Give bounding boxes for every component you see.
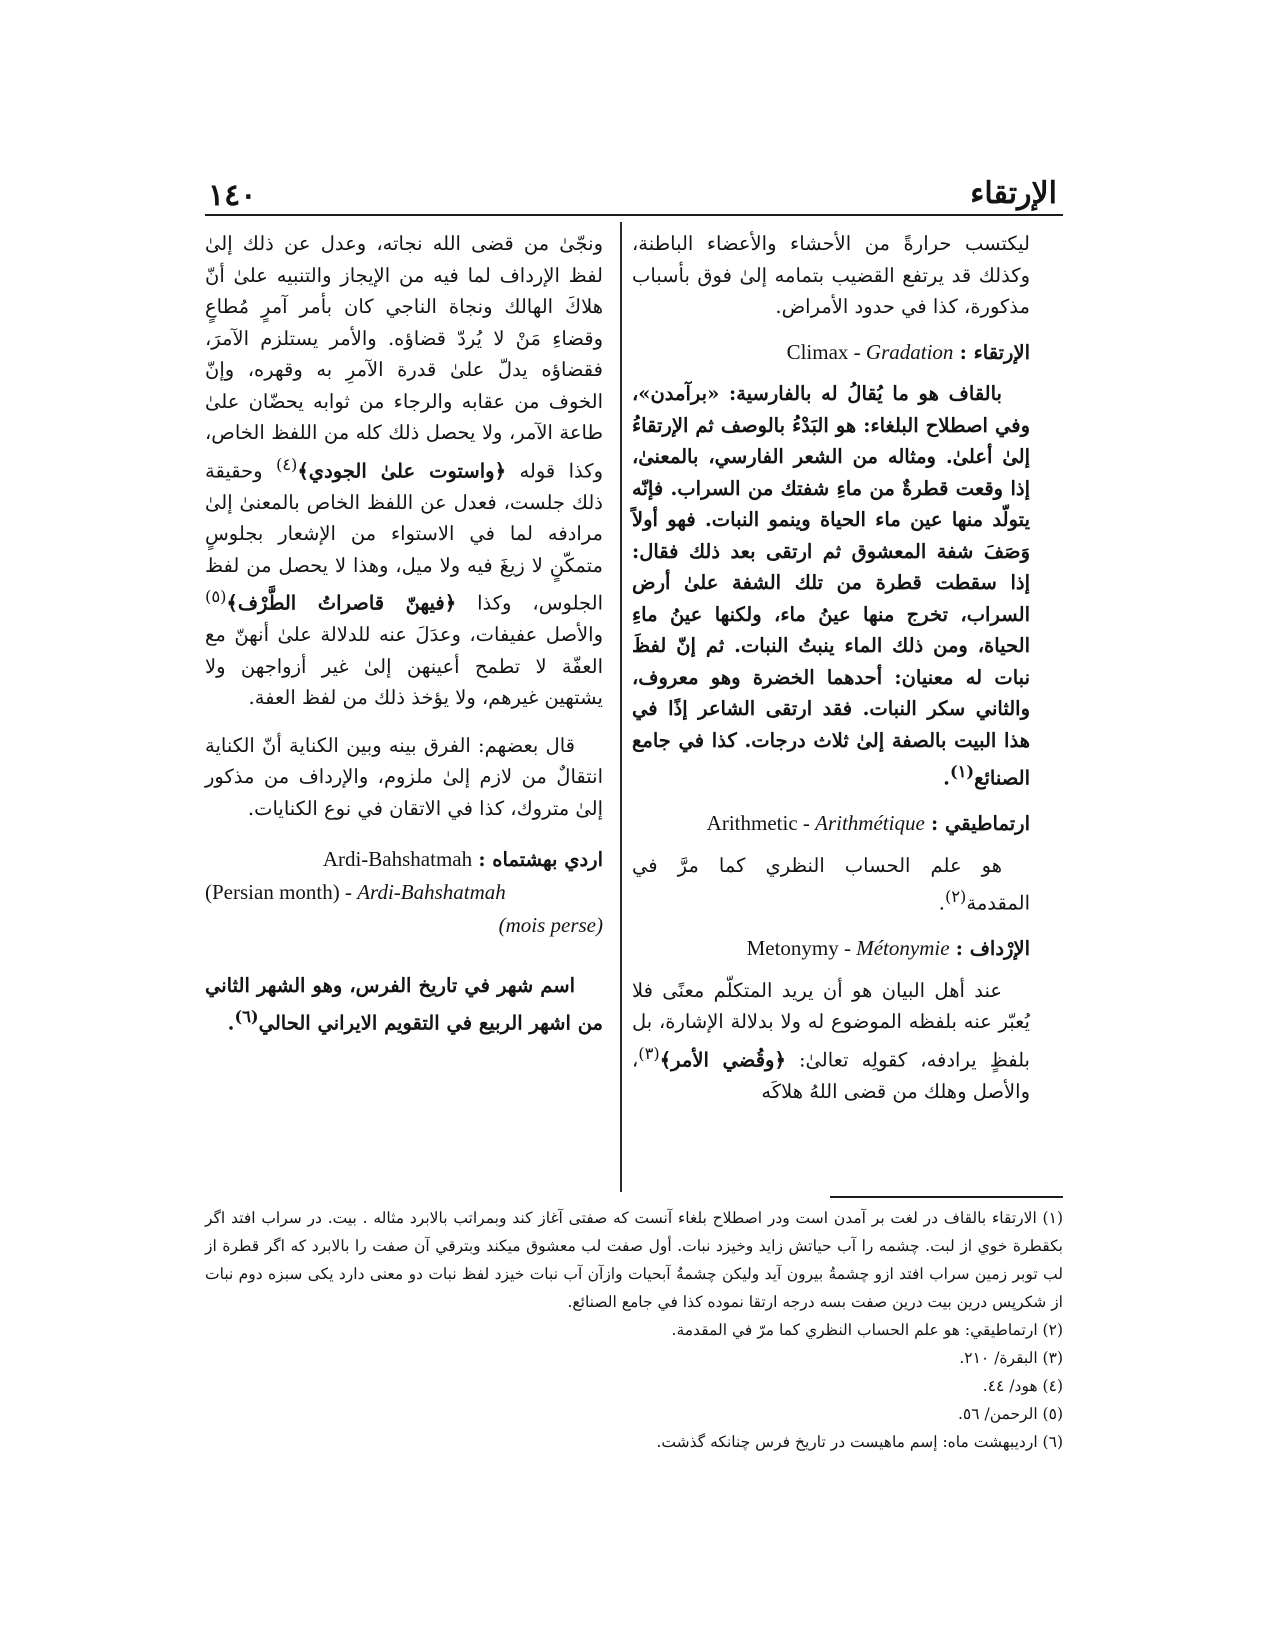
entry-arabic-term: الإرْداف :: [955, 937, 1030, 960]
column-divider: [620, 222, 622, 1192]
quran-quote: ﴿واستوت علىٰ الجودي﴾: [297, 459, 507, 482]
entry-body-ardibahesht: اسم شهر في تاريخ الفرس، وهو الشهر الثاني من اشهر الربيع في التقويم الايراني الحالي$^{(٦)}$.: [205, 973, 603, 1035]
entry-arabic-term: اردي بهشتماه :: [478, 848, 603, 871]
entry-latin-term: Metonymy - Métonymie: [746, 936, 950, 960]
entry-body-irtiqa: بالقاف هو ما يُقالُ له بالفارسية: «برآمدن»، وفي اصطلاح البلغاء: هو البَدْءُ بالوصف ثم الإرتقاءُ إلىٰ أعلىٰ. ومثاله من الشعر الفارسي، بالمعنىٰ، إذا وقعت قطرةٌ من ماءِ شفتك من السراب. فإنّه يتولّد منها عين ماء الحياة وينمو النبات. فهو أولاً وَصَفَ شفة المعشوق ثم ارتقى بعد ذلك فقال: إذا سقطت قطرة من تلك الشفة علىٰ أرض السراب، تخرج منها عينُ ماء، ولكنها عينُ ماءِ الحياة، ومن ذلك الماء ينبتُ النبات. ثم إنّ لفظَ نبات له معنيان: أحدهما الخضرة وهو معروف، والثاني سكر النبات. فقد ارتقى الشاعر إذًا في هذا البيت بالصفة إلىٰ ثلاث درجات. كذا في جامع الصنائع$^{(١)}$.: [632, 382, 1030, 790]
footnote-ref: (١): [949, 762, 975, 781]
footnote-3: (٣) البقرة/ ٢١٠.: [959, 1349, 1063, 1367]
quran-quote: ﴿فيهنّ قاصراتُ الطَّرْف﴾: [226, 591, 457, 615]
entry-arabic-term: الإرتقاء :: [959, 340, 1030, 364]
entry-heading-irtiqa: [632, 337, 1030, 369]
footnote-1: (١) الارتقاء بالقاف در لغت بر آمدن است ودر اصطلاح بلغاء آنست كه صفتى آغاز كند وبمراتب بالابرد مثاله . بيت. در سراب افتد اگر بكقطرة خوي از لبت. چشمه را آب حياتش زايد وخيزد نبات. أول صفت لب معشوق ميكند وبترقي آن صفت را بالابرد كه اگر قطرة از لب توبر زمين سراب افتد ازو چشمةُ بيرون آيد وليكن چشمةُ آبحيات وازآن آب نبات خيزد لفظ نبات دو معنى دارد يكى سبزه دوم نبات از شكرپس درين بيت درين صفت بسه درجه ارتقا نموده كذا في جامع الصنائع.: [205, 1209, 1063, 1311]
entry-latin-term: Ardi-Bahshatmah: [322, 847, 473, 871]
entry-heading-arithmetic: [632, 808, 1030, 840]
footnote-ref: (٣): [638, 1043, 660, 1063]
left-column: [205, 228, 603, 1039]
header-rule: [205, 214, 1063, 216]
entry-latin-term: Arithmetic - Arithmétique: [706, 811, 925, 835]
page-number: ١٤٠: [208, 178, 257, 213]
footnote-2: (٢) ارتماطيقي: هو علم الحساب النظري كما مرّ في المقدمة.: [671, 1321, 1063, 1339]
entry-arabic-term: ارتماطيقي :: [931, 812, 1030, 835]
footnote-6: (٦) ارديبهشت ماه: إسم ماهيست در تاريخ فرس چنانكه گذشت.: [656, 1433, 1063, 1451]
footnote-ref: (٥): [205, 587, 227, 606]
entry-heading-ardibahesht: [205, 844, 603, 942]
entry-body-arithmetic: هو علم الحساب النظري كما مرَّ في المقدمة$^{(٢)}$.: [632, 853, 1030, 915]
running-head: الإرتقاء: [970, 176, 1057, 211]
entry-latin-gloss-french: (mois perse): [498, 912, 603, 937]
entry-latin-gloss: (Persian month) - Ardi-Bahshatmah: [205, 879, 506, 904]
entry-heading-irdaf: [632, 933, 1030, 965]
footnote-ref: (٦): [234, 1007, 259, 1026]
footnotes: [205, 1204, 1063, 1456]
intro-paragraph: ليكتسب حرارةً من الأحشاء والأعضاء الباطنة، وكذلك قد يرتفع القضيب بتمامه إلىٰ فوق بأسباب مذكورة، كذا في حدود الأمراض.: [632, 232, 1030, 318]
footnote-ref: (٢): [944, 887, 967, 906]
kinaya-paragraph: قال بعضهم: الفرق بينه وبين الكناية أنّ الكناية انتقالٌ من لازم إلىٰ ملزوم، والإرداف من مذكور إلىٰ متروك، كذا في الاتقان في نوع الكنايات.: [205, 733, 603, 820]
footnote-ref: (٤): [275, 454, 298, 474]
entry-latin-term: Climax - Gradation: [786, 339, 954, 364]
entry-body-irdaf: عند أهل البيان هو أن يريد المتكلّم معنًى فلا يُعبّر عنه بلفظه الموضوع له ولا بدلالة الإشارة، بل بلفظٍ يرادفه، كقولِه تعالىٰ: ﴿وقُضي الأمر﴾$^{(٣)}$، والأصل وهلك من قضى اللهُ هلاكَه: [632, 978, 1030, 1103]
right-column: [632, 228, 1030, 1107]
footnote-4: (٤) هود/ ٤٤.: [982, 1377, 1063, 1395]
irdaf-continuation: ونجّىٰ من قضى الله نجاته، وعدل عن ذلك إلىٰ لفظ الإرداف لما فيه من الإيجاز والتنبيه علىٰ أنّ هلاكَ الهالك ونجاة الناجي كان بأمر آمرٍ مُطاعٍ وقضاءِ مَنْ لا يُردّ قضاؤه. والأمر يستلزم الآمرَ، فقضاؤه يدلّ علىٰ قدرة الآمرِ به وقهره، وإنّ الخوف من عقابه والرجاء من ثوابه يحضّان علىٰ طاعة الآمر، ولا يحصل ذلك كله من اللفظ الخاص، وكذا قوله ﴿واستوت علىٰ الجودي﴾$^{(٤)}$ وحقيقة ذلك جلست، فعدل عن اللفظ الخاص بالمعنىٰ إلىٰ مرادفه لما في الاستواء من الإشعار بجلوسٍ متمكّنٍ لا زيغَ فيه ولا ميل، وهذا لا يحصل من لفظ الجلوس، وكذا ﴿فيهنّ قاصراتُ الطَّرْف﴾$^{(٥)}$ والأصل عفيفات، وعدَلَ عنه للدلالة علىٰ أنهنّ مع العفّة لا تطمح أعينهن إلىٰ غير أزواجهن ولا يشتهين غيرهم، ولا يؤخذ ذلك من لفظ العفة.: [205, 232, 603, 709]
footnote-5: (٥) الرحمن/ ٥٦.: [957, 1405, 1063, 1423]
quran-quote: ﴿وقُضي الأمر﴾: [659, 1048, 786, 1071]
footnote-rule: [830, 1196, 1063, 1198]
